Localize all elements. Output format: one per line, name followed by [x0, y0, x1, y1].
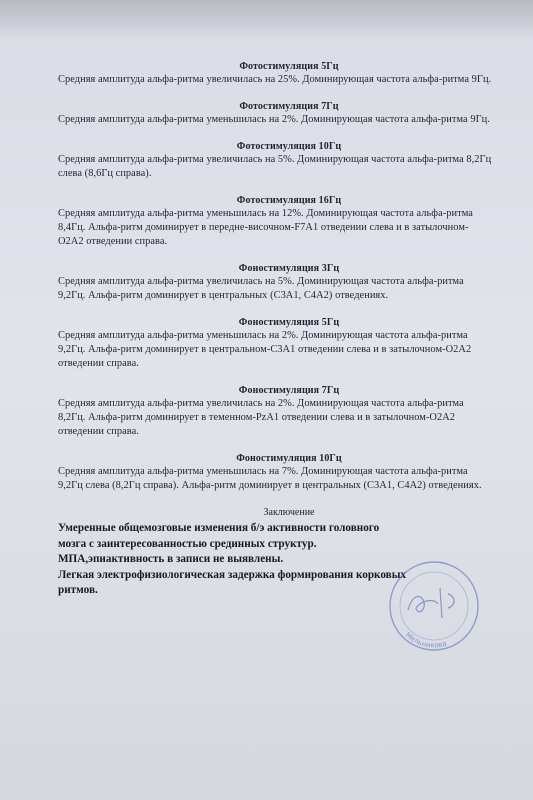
section-title: Фотостимуляция 5Гц	[239, 61, 339, 72]
conclusion-line: МПА,эпиактивность в записи не выявлены.	[58, 553, 284, 565]
conclusion-title: Заключение	[263, 507, 315, 518]
section-title: Фотостимуляция 7Гц	[239, 101, 339, 112]
section-text-line: 8,4Гц. Альфа-ритм доминирует в передне-височном-F7A1 отведении слева и в затылочном-	[58, 222, 469, 233]
section-text-line: Средняя амплитуда альфа-ритма увеличилась на 5%. Доминирующая частота альфа-ритма	[58, 276, 464, 287]
section-photostim-7hz	[58, 100, 520, 127]
conclusion-line: Легкая электрофизиологическая задержка формирования корковых	[58, 568, 407, 581]
section-text-line: отведении справа.	[58, 426, 139, 437]
section-title: Фоностимуляция 5Гц	[238, 317, 340, 328]
document-body	[58, 60, 520, 599]
section-title: Фоностимуляция 10Гц	[236, 453, 342, 464]
section-text-line: отведении справа.	[58, 358, 139, 369]
section-text-line: Средняя амплитуда альфа-ритма увеличилась на 5%. Доминирующая частота альфа-ритма 8,2Гц	[58, 154, 492, 165]
section-phonostim-5hz	[58, 316, 520, 371]
signature-scribble	[408, 588, 454, 618]
section-phonostim-10hz	[58, 452, 520, 493]
section-phonostim-7hz	[58, 384, 520, 439]
section-text-line: 9,2Гц. Альфа-ритм доминирует в центральных (C3A1, C4A2) отведениях.	[58, 290, 389, 301]
section-text-line: 8,2Гц. Альфа-ритм доминирует в теменном-PzA1 отведении слева и в затылочном-O2A2	[58, 412, 455, 423]
stamp-inner-ring	[400, 572, 468, 640]
page-shadow	[0, 0, 533, 40]
conclusion-line: Умеренные общемозговые изменения б/э активности головного	[58, 522, 380, 534]
section-text-line: Средняя амплитуда альфа-ритма уменьшилась на 12%. Доминирующая частота альфа-ритма	[58, 208, 473, 219]
section-photostim-10hz	[58, 140, 520, 181]
section-text-line: Средняя амплитуда альфа-ритма уменьшилась на 2%. Доминирующая частота альфа-ритма	[58, 330, 468, 341]
section-phonostim-3hz	[58, 262, 520, 303]
conclusion-line: ритмов.	[58, 584, 98, 596]
section-title: Фоностимуляция 3Гц	[238, 263, 340, 274]
stamp-text: Мельникова	[403, 630, 448, 650]
section-title: Фотостимуляция 10Гц	[236, 141, 342, 152]
section-text-line: Средняя амплитуда альфа-ритма увеличилась на 25%. Доминирующая частота альфа-ритма 9Гц.	[58, 74, 492, 85]
section-text-line: Средняя амплитуда альфа-ритма уменьшилась на 2%. Доминирующая частота альфа-ритма 9Гц.	[58, 114, 490, 125]
section-text-line: слева (8,6Гц справа).	[58, 168, 152, 179]
section-title: Фотостимуляция 16Гц	[236, 195, 342, 206]
conclusion-line: мозга с заинтересованностью срединных структур.	[58, 537, 317, 550]
section-text-line: 9,2Гц слева (8,2Гц справа). Альфа-ритм доминирует в центральных (C3A1, C4A2) отведениях.	[58, 480, 482, 491]
section-text-line: Средняя амплитуда альфа-ритма уменьшилась на 7%. Доминирующая частота альфа-ритма	[58, 466, 468, 477]
section-title: Фоностимуляция 7Гц	[238, 385, 340, 396]
section-text-line: O2A2 отведении справа.	[58, 236, 168, 247]
section-photostim-16hz	[58, 194, 520, 249]
section-text-line: 9,2Гц. Альфа-ритм доминирует в центральном-C3A1 отведении слева и в затылочном-O2A2	[58, 344, 472, 355]
section-photostim-5hz	[58, 60, 520, 87]
doctor-stamp	[378, 560, 490, 658]
stamp-outer-ring	[390, 562, 478, 650]
section-text-line: Средняя амплитуда альфа-ритма увеличилась на 2%. Доминирующая частота альфа-ритма	[58, 398, 464, 409]
